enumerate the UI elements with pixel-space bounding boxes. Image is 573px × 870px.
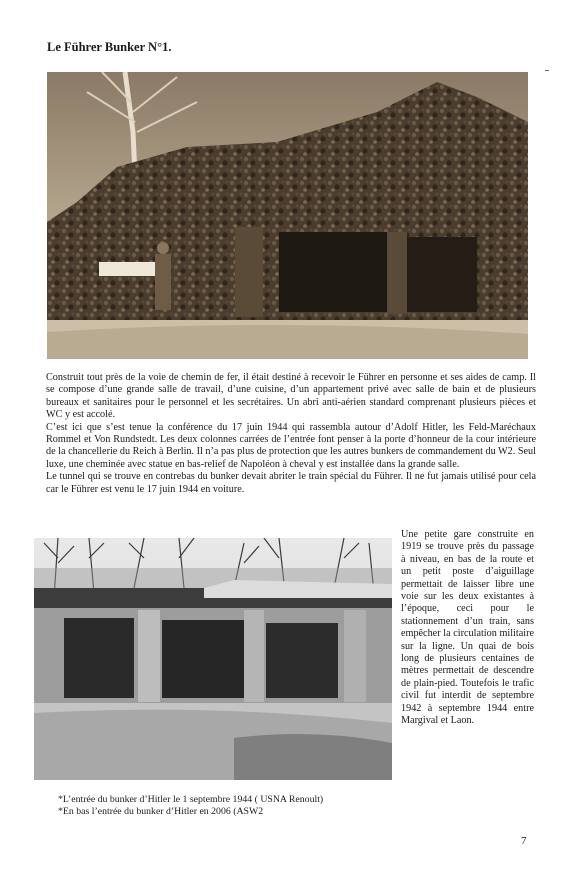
page-number: 7: [521, 835, 527, 847]
paragraph: Construit tout près de la voie de chemin de fer, il était destiné à recevoir le Führer en personne et ses aides de camp. Il se compose d’une grande salle de travail, d’une cuisine, d’un appartement privé avec salle de bain et de plusieurs bureaux et sanitaires pour le personnel et les secrétaires. Un abri anti-aérien standard comprenant plusieurs pièces et WC y est accolé.: [46, 372, 536, 421]
paragraph: C’est ici que s’est tenue la conférence du 17 juin 1944 qui rassembla autour d’Adolf Hitler, les Feld-Maréchaux Rommel et Von Rundstedt. Les deux colonnes carrées de l’entrée font penser à la porte d’honneur de la cour intérieure de la chancellerie du Reich à Berlin. Il n’a pas plus de protection que les autres bunkers de commandement du W2. Seul luxe, une cheminée avec statue en bas-relief de Napoléon à cheval y est installée dans la grande salle.: [46, 421, 536, 470]
main-text: [46, 372, 536, 496]
photo-captions: [58, 794, 418, 818]
caption: *En bas l’entrée du bunker d’Hitler en 2006 (ASW2: [58, 805, 264, 817]
side-text: Une petite gare construite en 1919 se trouve près du passage à niveau, en bas de la route et un petit poste d’aiguillage permettait de laisser libre une voie sur les deux existantes à l’époque, ceci pour le stationnement d’un train, sans empêcher la circulation militaire sur la ligne. Un quai de bois long de plusieurs centaines de mètres permettait de descendre de plain-pied. Toutefois le trafic civil fut interdit de septembre 1942 à septembre 1944 entre Margival et Laon.: [401, 529, 534, 727]
caption: *L’entrée du bunker d’Hitler le 1 septembre 1944 ( USNA Renoult): [58, 794, 324, 805]
scan-mark: [545, 70, 549, 71]
page-title: Le Führer Bunker N°1.: [47, 40, 172, 54]
photo-bunker-1944: [47, 72, 528, 359]
photo-bunker-2006: [34, 538, 392, 780]
paragraph: Le tunnel qui se trouve en contrebas du bunker devait abriter le train spécial du Führer. Il ne fut jamais utilisé pour cela car le Führer est venu le 17 juin 1944 en voiture.: [46, 471, 536, 495]
